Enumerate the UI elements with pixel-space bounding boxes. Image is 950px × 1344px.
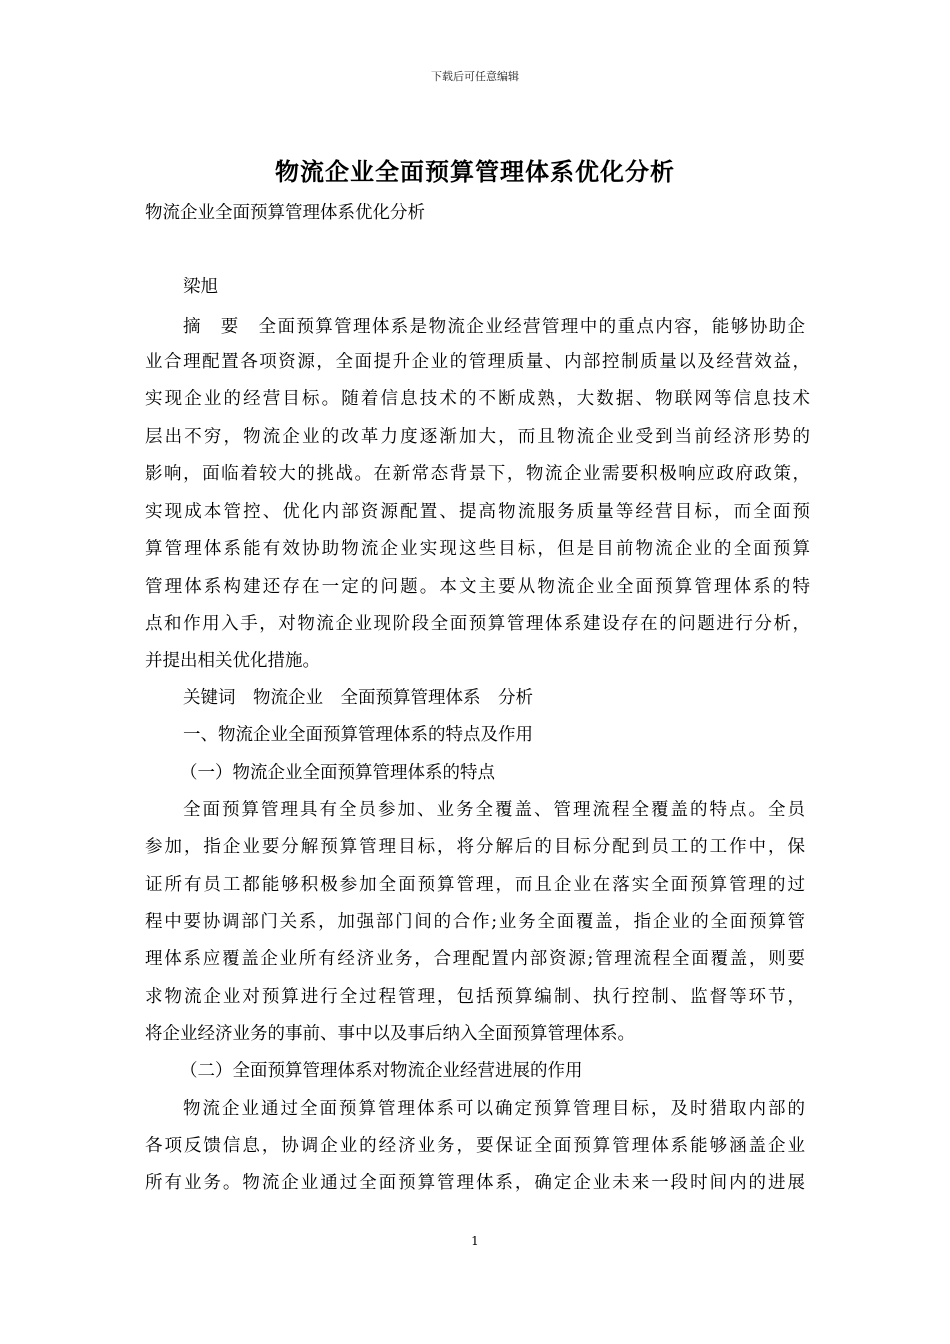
keywords: 关键词 物流企业 全面预算管理体系 分析 [183,688,533,708]
paragraph-line: 各项反馈信息，协调企业的经济业务，要保证全面预算管理体系能够涵盖企业 [145,1136,805,1156]
paragraph-line: 所有业务。物流企业通过全面预算管理体系，确定企业未来一段时间内的进展 [145,1173,805,1193]
abstract-line: 影响，面临着较大的挑战。在新常态背景下，物流企业需要积极响应政府政策， [145,464,810,484]
paragraph-line: 程中要协调部门关系，加强部门间的合作;业务全面覆盖，指企业的全面预算管 [145,912,805,932]
abstract-line: 摘 要 全面预算管理体系是物流企业经营管理中的重点内容，能够协助企 [183,317,805,337]
header-note: 下载后可任意编辑 [431,70,519,83]
abstract-line: 点和作用入手，对物流企业现阶段全面预算管理体系建设存在的问题进行分析， [145,614,810,634]
author: 梁旭 [183,277,218,297]
paragraph-line: 参加，指企业要分解预算管理目标，将分解后的目标分配到员工的工作中，保 [145,837,805,857]
section-heading: 一、物流企业全面预算管理体系的特点及作用 [183,725,533,745]
paragraph-line: 物流企业通过全面预算管理体系可以确定预算管理目标，及时猎取内部的 [183,1099,805,1119]
paragraph-line: 将企业经济业务的事前、事中以及事后纳入全面预算管理体系。 [145,1024,635,1044]
abstract-line: 管理体系构建还存在一定的问题。本文主要从物流企业全面预算管理体系的特 [145,577,810,597]
abstract-line: 层出不穷，物流企业的改革力度逐渐加大，而且物流企业受到当前经济形势的 [145,427,810,447]
abstract-line: 算管理体系能有效协助物流企业实现这些目标，但是目前物流企业的全面预算 [145,539,810,559]
abstract-line: 实现企业的经营目标。随着信息技术的不断成熟，大数据、物联网等信息技术 [145,389,810,409]
abstract-line: 实现成本管控、优化内部资源配置、提高物流服务质量等经营目标，而全面预 [145,502,810,522]
abstract-line: 业合理配置各项资源，全面提升企业的管理质量、内部控制质量以及经营效益， [145,352,810,372]
subsection-heading: （二）全面预算管理体系对物流企业经营进展的作用 [180,1061,583,1081]
page-number: 1 [471,1234,479,1248]
paragraph-line: 证所有员工都能够积极参加全面预算管理，而且企业在落实全面预算管理的过 [145,875,805,895]
subtitle: 物流企业全面预算管理体系优化分析 [145,203,425,223]
paragraph-line: 全面预算管理具有全员参加、业务全覆盖、管理流程全覆盖的特点。全员 [183,800,805,820]
paragraph-line: 求物流企业对预算进行全过程管理，包括预算编制、执行控制、监督等环节， [145,987,805,1007]
document-title: 物流企业全面预算管理体系优化分析 [275,157,675,186]
abstract-line: 并提出相关优化措施。 [145,651,320,671]
subsection-heading: （一）物流企业全面预算管理体系的特点 [180,763,495,783]
paragraph-line: 理体系应覆盖企业所有经济业务，合理配置内部资源;管理流程全面覆盖，则要 [145,949,805,969]
